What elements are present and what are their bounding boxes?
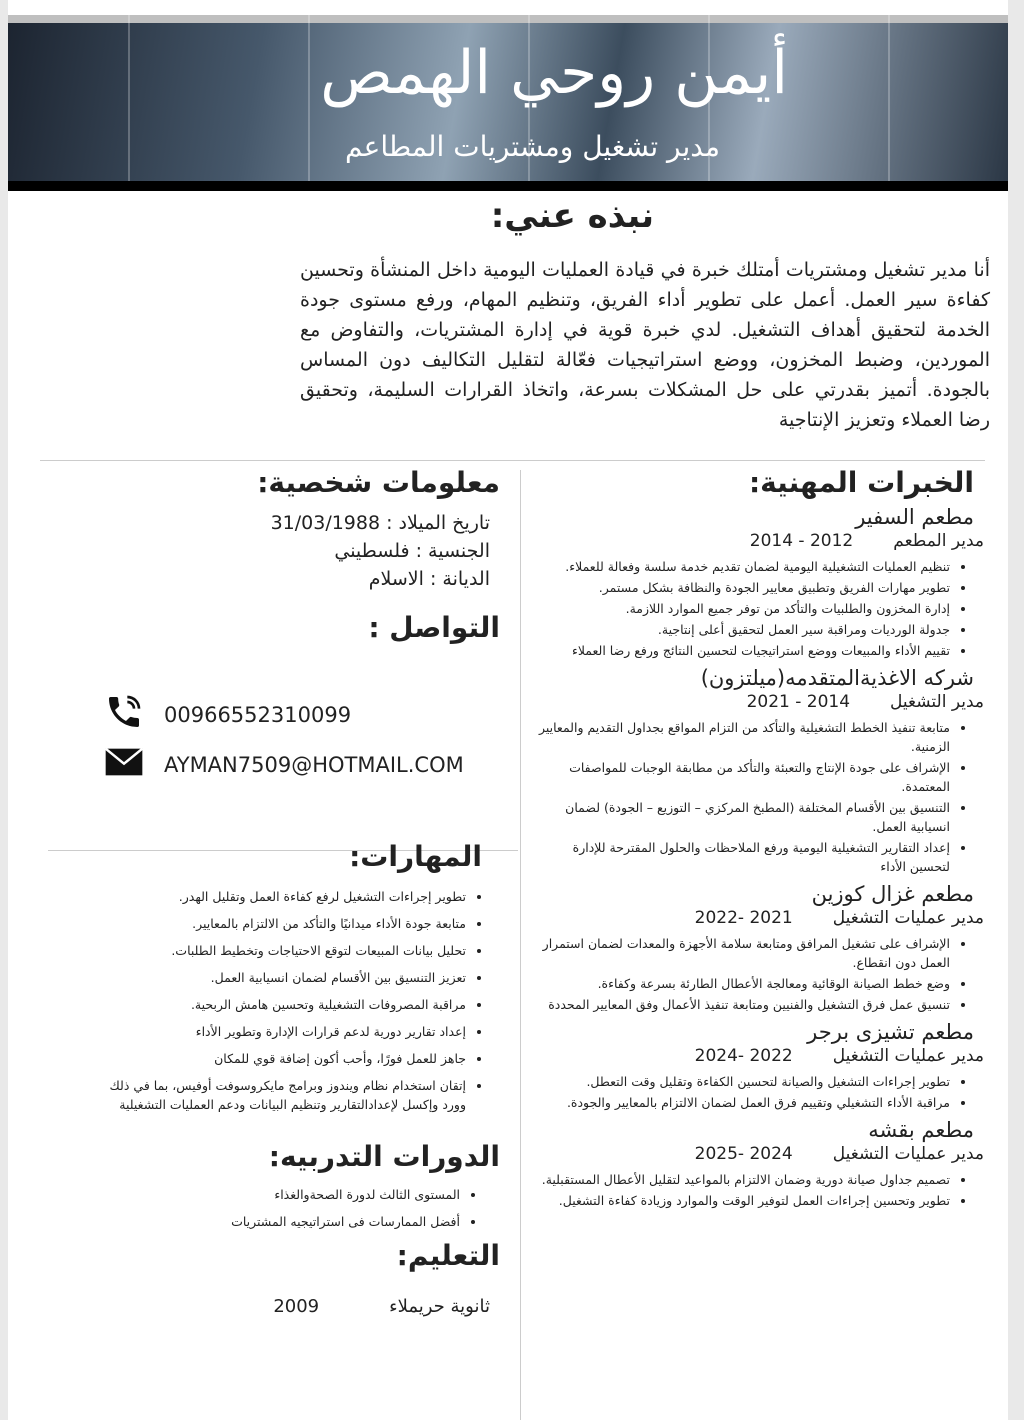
job-entry: [534, 882, 984, 1014]
phone-row: [104, 692, 500, 737]
skills-list: [100, 887, 500, 1114]
job-role-row: [534, 1046, 984, 1066]
experience-heading: الخبرات المهنية:: [748, 466, 974, 499]
skill-item: • جاهز للعمل فورًا، وأحب أكون إضافة قوي للمكان: [100, 1049, 466, 1068]
duty-item: • متابعة تنفيذ الخطط التشغيلية والتأكد من التزام المواقع بجداول التقديم والمعايير الزمنية.: [534, 718, 950, 756]
job-dates: 2021 -2022: [694, 908, 793, 928]
job-role-row: [534, 692, 984, 712]
skill-item: • تحليل بيانات المبيعات لتوقع الاحتياجات وتخطيط الطلبات.: [100, 941, 466, 960]
job-entry: [534, 1118, 984, 1210]
course-item: • أفضل الممارسات فى استراتيجيه المشتريات: [100, 1212, 460, 1231]
job-role: مدير المطعم: [893, 531, 984, 551]
job-entry: [534, 505, 984, 660]
left-column: [100, 466, 500, 1317]
email-row: [104, 747, 500, 782]
company-name: مطعم غزال كوزين: [811, 882, 974, 906]
courses-heading: الدورات التدربيه:: [268, 1140, 500, 1173]
skill-item: • إتقان استخدام نظام ويندوز وبرامج مايكروسوفت أوفيس، بما في ذلك وورد وإكسل لإعدادالتقارير وتنظيم البيانات ودعم العمليات التشغيلية: [100, 1076, 466, 1114]
experience-section: [534, 466, 984, 1214]
skill-item: • متابعة جودة الأداء ميدانيًا والتأكد من الالتزام بالمعايير.: [100, 914, 466, 933]
contact-heading: التواصل :: [368, 611, 500, 644]
duty-item: • الإشراف على جودة الإنتاج والتعبئة والتأكد من مطابقة الوجبات للمواصفات المعتمدة.: [534, 758, 950, 796]
job-duties: [534, 1072, 984, 1112]
duty-item: • إدارة المخزون والطلبيات والتأكد من توفر جميع الموارد اللازمة.: [534, 599, 950, 618]
about-heading: نبذه عني:: [490, 196, 654, 236]
personal-heading: معلومات شخصية:: [257, 466, 500, 499]
phone-number[interactable]: 00966552310099: [164, 702, 352, 727]
phone-icon: [104, 692, 144, 737]
graduation-year: 2009: [273, 1296, 320, 1317]
duty-item: • تصميم جداول صيانة دورية وضمان الالتزام بالمواعيد لتقليل الأعطال المستقبلية.: [534, 1170, 950, 1189]
column-divider: [520, 470, 521, 1420]
duty-item: • وضع خطط الصيانة الوقائية ومعالجة الأعطال الطارئة بسرعة وكفاءة.: [534, 974, 950, 993]
divider: [40, 460, 985, 461]
company-name: مطعم السفير: [855, 505, 974, 529]
school-name: ثانوية حريملاء: [389, 1296, 490, 1317]
duty-item: • تطوير إجراءات التشغيل والصيانة لتحسين الكفاءة وتقليل وقت التعطل.: [534, 1072, 950, 1091]
duty-item: • تقييم الأداء والمبيعات ووضع استراتيجيات لتحسين النتائج ورفع رضا العملاء: [534, 641, 950, 660]
course-item: • المستوى الثالث لدورة الصحةوالغذاء: [100, 1185, 460, 1204]
job-dates: 2014 - 2021: [746, 692, 851, 712]
job-role: مدير عمليات التشغيل: [832, 908, 984, 928]
education-heading: التعليم:: [396, 1239, 500, 1272]
skill-item: • تطوير إجراءات التشغيل لرفع كفاءة العمل وتقليل الهدر.: [100, 887, 466, 906]
candidate-title: مدير تشغيل ومشتريات المطاعم: [345, 130, 720, 163]
job-entry: [534, 666, 984, 876]
duty-item: • تطوير وتحسين إجراءات العمل لتوفير الوقت والموارد وزيادة كفاءة التشغيل.: [534, 1191, 950, 1210]
job-duties: [534, 718, 984, 876]
skills-heading: المهارات:: [349, 840, 482, 873]
candidate-name: أيمن روحي الهمص: [320, 38, 788, 108]
duty-item: • التنسيق بين الأقسام المختلفة (المطبخ المركزي – التوزيع – الجودة) لضمان انسيابية العمل.: [534, 798, 950, 836]
nationality: الجنسية : فلسطيني: [334, 540, 490, 562]
company-name: شركه الاغذيةالمتقدمه(ميلتزون): [700, 666, 974, 690]
job-dates: 2012 - 2014: [749, 531, 854, 551]
job-dates: 2022 -2024: [694, 1046, 793, 1066]
duty-item: • تنسيق عمل فرق التشغيل والفنيين ومتابعة تنفيذ الأعمال وفق المعايير المحددة: [534, 995, 950, 1014]
job-dates: 2024 -2025: [694, 1144, 793, 1164]
job-role: مدير عمليات التشغيل: [832, 1144, 984, 1164]
job-role-row: [534, 1144, 984, 1164]
job-entry: [534, 1020, 984, 1112]
job-duties: [534, 557, 984, 660]
skill-item: • مراقبة المصروفات التشغيلية وتحسين هامش الربحية.: [100, 995, 466, 1014]
courses-list: [100, 1185, 500, 1231]
duty-item: • تنظيم العمليات التشغيلية اليومية لضمان تقديم خدمة سلسة وفعالة للعملاء.: [534, 557, 950, 576]
email-address[interactable]: AYMAN7509@HOTMAIL.COM: [164, 752, 464, 777]
job-role-row: [534, 908, 984, 928]
skill-item: • تعزيز التنسيق بين الأقسام لضمان انسيابية العمل.: [100, 968, 466, 987]
job-role-row: [534, 531, 984, 551]
job-role: مدير التشغيل: [890, 692, 984, 712]
job-duties: [534, 1170, 984, 1210]
envelope-icon: [104, 747, 144, 782]
duty-item: • الإشراف على تشغيل المرافق ومتابعة سلامة الأجهزة والمعدات لضمان استمرار العمل دون انقطاع.: [534, 934, 950, 972]
company-name: مطعم تشيزى برجر: [807, 1020, 974, 1044]
duty-item: • إعداد التقارير التشغيلية اليومية ورفع الملاحظات والحلول المقترحة للإدارة لتحسين الأداء: [534, 838, 950, 876]
birth-date: تاريخ الميلاد : 31/03/1988: [270, 512, 490, 534]
about-text: أنا مدير تشغيل ومشتريات أمتلك خبرة في قيادة العمليات اليومية داخل المنشأة وتحسين كفاءة سير العمل. أعمل على تطوير أداء الفريق، وتنظيم المهام، ورفع مستوى جودة الخدمة لتحقيق أهداف التشغيل. لدي خبرة قوية في إدارة المشتريات، والتفاوض مع الموردين، وضبط المخزون، ووضع استراتيجيات فعّالة لتقليل التكاليف دون المساس بالجودة. أتميز بقدرتي على حل المشكلات بسرعة، واتخاذ القرارات السليمة، وتحقيق رضا العملاء وتعزيز الإنتاجية: [300, 259, 990, 431]
duty-item: • تطوير مهارات الفريق وتطبيق معايير الجودة والنظافة بشكل مستمر.: [534, 578, 950, 597]
education-entry: [100, 1296, 490, 1317]
skill-item: • إعداد تقارير دورية لدعم قرارات الإدارة وتطوير الأداء: [100, 1022, 466, 1041]
religion: الديانة : الاسلام: [368, 568, 490, 590]
job-role: مدير عمليات التشغيل: [832, 1046, 984, 1066]
company-name: مطعم بقشه: [868, 1118, 974, 1142]
duty-item: • مراقبة الأداء التشغيلي وتقييم فرق العمل لضمان الالتزام بالمعايير والجودة.: [534, 1093, 950, 1112]
job-duties: [534, 934, 984, 1014]
duty-item: • جدولة الورديات ومراقبة سير العمل لتحقيق أعلى إنتاجية.: [534, 620, 950, 639]
